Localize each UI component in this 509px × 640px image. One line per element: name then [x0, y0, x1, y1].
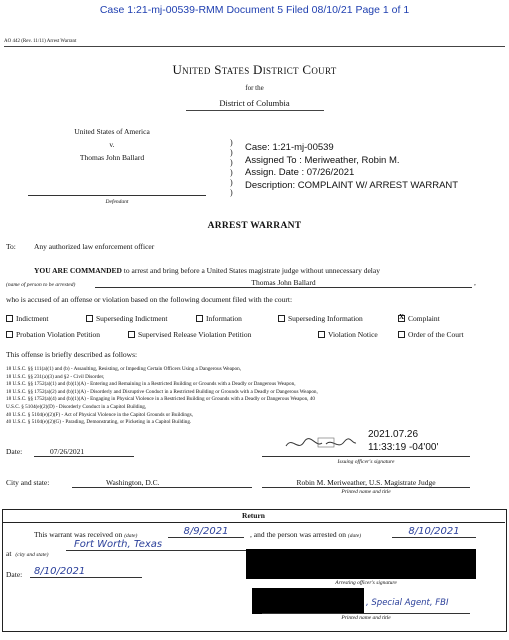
doc-superseding-indictment-label: Superseding Indictment	[96, 314, 168, 323]
checkbox-information	[196, 315, 203, 322]
offense-item: 18 U.S.C. §§ 111(a)(1) and (b) - Assaulting, Resisting, or Impeding Certain Officers Using a Dangerous Weapon,	[6, 366, 241, 372]
judge-printed-name: Robin M. Meriweather, U.S. Magistrate Judge	[262, 478, 470, 488]
district-rule	[186, 110, 324, 111]
return-at-line	[6, 543, 48, 561]
versus: v.	[109, 140, 115, 149]
doc-probation-label: Probation Violation Petition	[16, 330, 100, 339]
doc-indictment	[6, 314, 49, 323]
court-district: District of Columbia	[219, 98, 290, 108]
offense-item: U.S.C. § 5104(e)(2)(D) - Disorderly Conduct in a Capitol Building,	[6, 403, 147, 410]
return-arrested-date: 8/10/2021	[392, 526, 476, 538]
checkbox-superseding-indictment	[86, 315, 93, 322]
redaction-officer-name	[252, 588, 364, 614]
checkbox-indictment	[6, 315, 13, 322]
doc-superseding-indictment	[86, 314, 167, 323]
commanded-line	[34, 266, 380, 275]
redaction-arresting-signature	[246, 549, 476, 579]
doc-complaint-label: Complaint	[408, 314, 440, 323]
checkbox-complaint-checked	[398, 315, 405, 322]
court-for-the: for the	[245, 84, 264, 92]
judge-printed-label: Printed name and title	[341, 489, 391, 495]
city-value	[72, 478, 252, 488]
arresting-officer-label: Arresting officer's signature	[335, 580, 397, 586]
offense-intro: This offense is briefly described as follows:	[6, 350, 138, 359]
return-date-tag-2: (date)	[347, 533, 362, 539]
doc-information	[196, 314, 242, 323]
offense-list	[6, 366, 466, 427]
city-value-text: Washington, D.C.	[106, 478, 160, 487]
person-name: Thomas John Ballard	[95, 278, 472, 288]
person-label: (name of person to be arrested)	[6, 282, 76, 288]
issuing-officer-label: Issuing officer's signature	[337, 459, 395, 465]
arrest-warrant-heading: ARREST WARRANT	[207, 221, 302, 231]
return-date-label: Date:	[6, 570, 23, 579]
date-label: Date:	[6, 447, 23, 456]
form-id: AO 442 (Rev. 11/11) Arrest Warrant	[4, 39, 77, 44]
return-date-tag: (date)	[124, 533, 138, 539]
ecf-header-stamp: Case 1:21-mj-00539-RMM Document 5 Filed 08/10/21 Page 1 of 1	[99, 4, 410, 16]
officer-title: , Special Agent, FBI	[366, 598, 449, 608]
offense-item: 18 U.S.C. §§ 1752(a)(1) and (b)(1)(A) - Entering and Remaining in a Restricted Building or Grounds with a Deadly or Dangerous Weapon,	[6, 381, 296, 388]
issuing-sig-rule	[262, 456, 470, 457]
return-date-value	[30, 566, 142, 578]
commanded-bold: YOU ARE COMMANDED	[34, 266, 122, 275]
doc-violation-notice-label: Violation Notice	[328, 330, 378, 339]
case-number: Case: 1:21-mj-00539	[245, 142, 334, 153]
date-value	[34, 447, 134, 457]
doc-supervised-release-label: Supervised Release Violation Petition	[138, 330, 252, 339]
return-arrested-text: , and the person was arrested on	[250, 530, 347, 539]
doc-probation	[6, 330, 100, 339]
offense-item: 18 U.S.C. §§ 1752(a)(4) and (b)(1)(A) - Engaging in Physical Violence in a Restricted Building or Grounds with a Deadly or Dangerous Weapon, 40	[6, 396, 315, 403]
doc-superseding-information	[278, 314, 363, 323]
doc-supervised-release	[128, 330, 251, 339]
to-value: Any authorized law enforcement officer	[34, 242, 155, 251]
doc-information-label: Information	[206, 314, 242, 323]
digital-signature-time: 11:33:19 -04'00'	[368, 442, 439, 453]
checkbox-superseding-information	[278, 315, 285, 322]
date-value-text: 07/26/2021	[50, 447, 85, 456]
accused-text: who is accused of an offense or violation based on the following document filed with the court:	[6, 295, 293, 304]
city-label: City and state:	[6, 478, 50, 487]
return-title: Return	[2, 509, 505, 523]
offense-item: 18 U.S.C. §§ 231(a)(3) and §2 - Civil Disorder,	[6, 373, 105, 380]
doc-violation-notice	[318, 330, 378, 339]
doc-order-court-label: Order of the Court	[408, 330, 464, 339]
defendant-rule	[28, 195, 206, 196]
return-at-label: at	[6, 549, 12, 558]
checkbox-order-court	[398, 331, 405, 338]
checkbox-violation-notice	[318, 331, 325, 338]
plaintiff: United States of America	[74, 127, 150, 136]
checkbox-probation	[6, 331, 13, 338]
offense-item: 18 U.S.C. §§ 1752(a)(2) and (b)(1)(A) - Disorderly and Disruptive Conduct in a Restricted Building or Grounds with a Deadly or Dangerous Weapon,	[6, 388, 318, 395]
offense-item: 40 U.S.C. § 5104(e)(2)(F) - Act of Physical Violence in the Capitol Grounds or Buildings,	[6, 411, 193, 418]
case-assigned: Assigned To : Meriweather, Robin M.	[245, 154, 400, 166]
return-city-text: Fort Worth, Texas	[74, 539, 163, 550]
officer-printed-rule	[262, 613, 470, 614]
case-info-block	[245, 142, 458, 192]
commanded-rest: to arrest and bring before a United States magistrate judge without unnecessary delay	[123, 266, 380, 275]
doc-order-court	[398, 330, 464, 339]
offense-item: 40 U.S.C. § 5104(e)(2)(G) - Parading, Demonstrating, or Picketing in a Capitol Building.	[6, 419, 192, 426]
digital-signature	[368, 428, 438, 454]
judge-signature-graphic	[282, 434, 360, 454]
doc-superseding-information-label: Superseding Information	[288, 314, 363, 323]
return-city-value	[66, 539, 256, 551]
return-received-line	[34, 530, 137, 539]
defendant-label: Defendant	[105, 199, 129, 205]
to-label: To:	[6, 242, 16, 251]
return-received-date: 8/9/2021	[168, 526, 244, 538]
case-assign-date: Assign. Date : 07/26/2021	[245, 167, 355, 178]
doc-indictment-label: Indictment	[16, 314, 49, 323]
digital-signature-date: 2021.07.26	[368, 429, 419, 440]
comma: ,	[474, 278, 476, 287]
case-description: Description: COMPLAINT W/ ARREST WARRANT	[245, 179, 459, 191]
return-city-tag: (city and state)	[15, 552, 49, 558]
form-rule	[4, 46, 505, 47]
return-arrested-line	[250, 530, 361, 539]
return-received-text: This warrant was received on	[34, 530, 123, 539]
doc-complaint	[398, 314, 440, 323]
return-date-text: 8/10/2021	[34, 566, 86, 577]
caption-brackets: ) ) ) ) ) )	[230, 138, 233, 197]
checkbox-supervised-release	[128, 331, 135, 338]
officer-printed-label: Printed name and title	[341, 615, 391, 621]
court-title: United States District Court	[172, 62, 337, 77]
defendant-name: Thomas John Ballard	[79, 153, 145, 162]
